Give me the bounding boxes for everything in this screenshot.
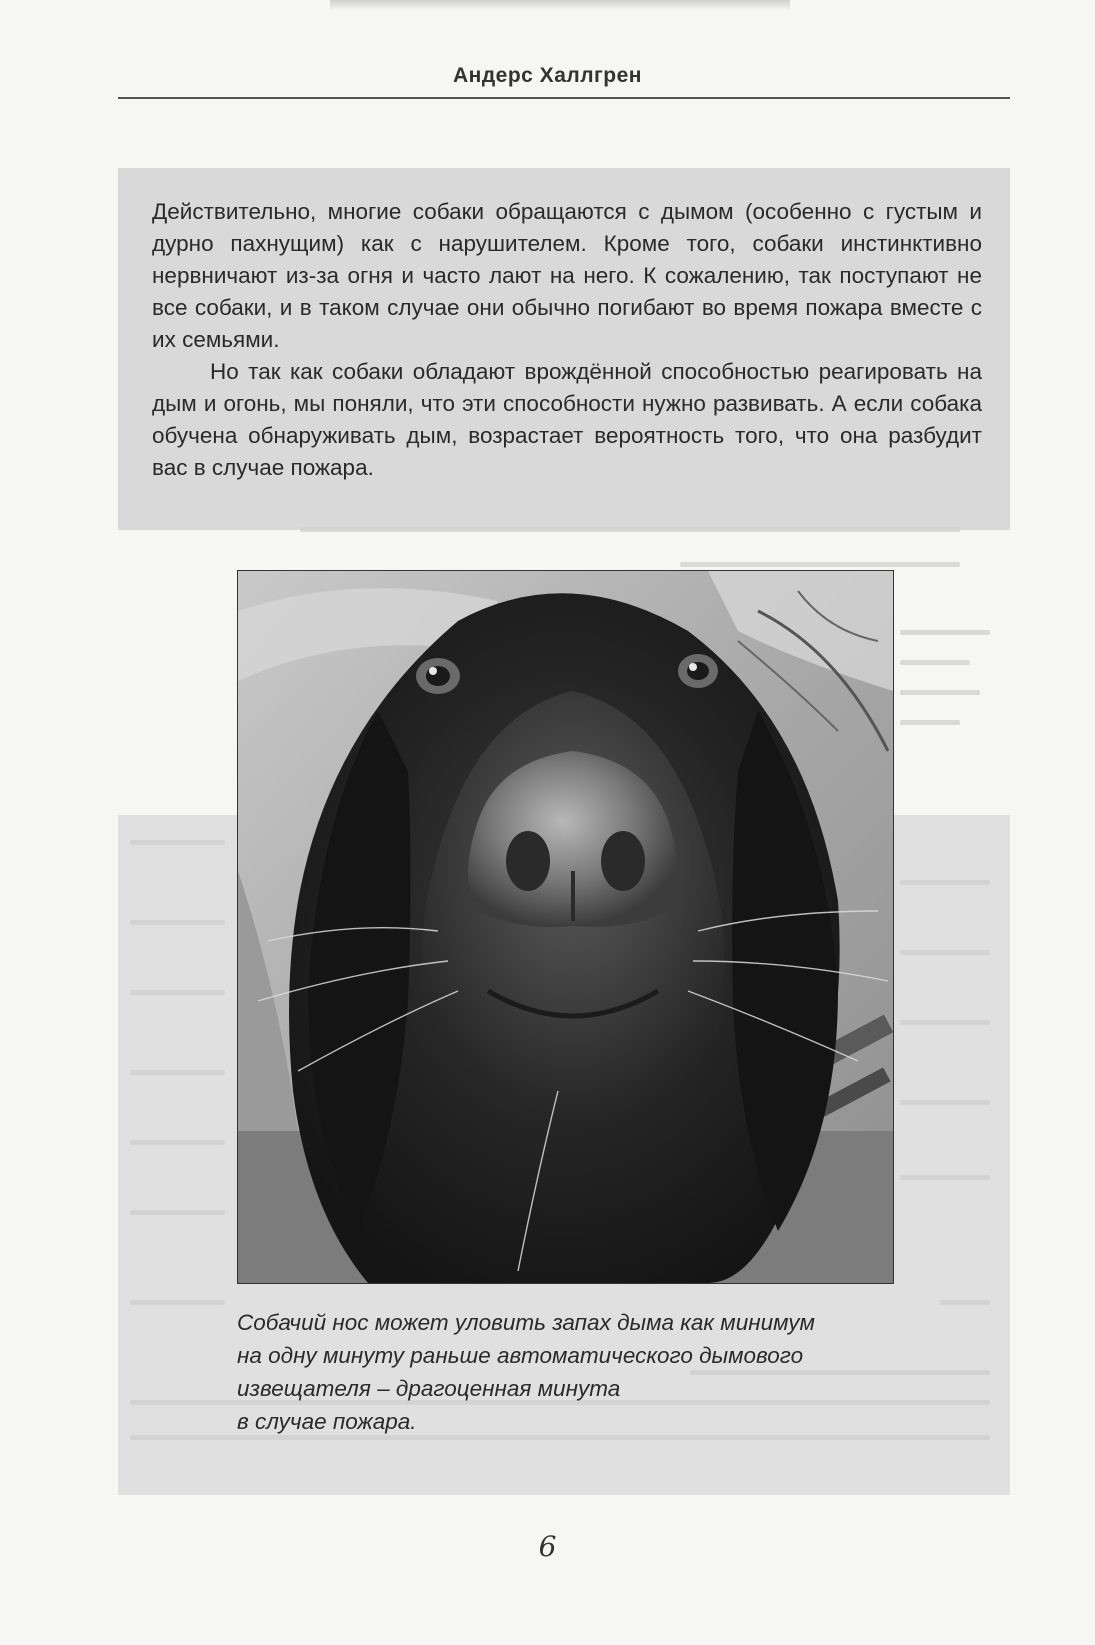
photo-caption — [237, 1306, 937, 1438]
body-text — [152, 196, 982, 484]
paragraph-2: Но так как собаки обладают врождённой способностью реагировать на дым и огонь, мы поняли, что эти способности нужно развивать. А если собака обучена обнаруживать дым, возрастает вероятность того, что она разбудит вас в случае пожара. — [152, 359, 982, 480]
header-rule — [118, 97, 1010, 99]
caption-line-4: в случае пожара. — [237, 1409, 417, 1434]
top-edge-bleed — [330, 0, 790, 10]
caption-line-2: на одну минуту раньше автоматического дымового — [237, 1343, 804, 1368]
dog-photo — [237, 570, 894, 1284]
caption-line-3: извещателя – драгоценная минута — [237, 1376, 621, 1401]
caption-line-1: Собачий нос может уловить запах дыма как минимум — [237, 1310, 815, 1335]
page-number: 6 — [538, 1530, 557, 1563]
paragraph-1: Действительно, многие собаки обращаются с дымом (особенно с густым и дурно пахнущим) как с нарушителем. Кроме того, собаки инстинктивно нервничают из-за огня и часто лают на него. К сожалению, так поступают не все собаки, и в таком случае они обычно погибают во время пожара вместе с их семьями. — [152, 199, 982, 352]
dog-face-illustration — [238, 571, 893, 1283]
running-header-author: Андерс Халлгрен — [452, 64, 642, 87]
